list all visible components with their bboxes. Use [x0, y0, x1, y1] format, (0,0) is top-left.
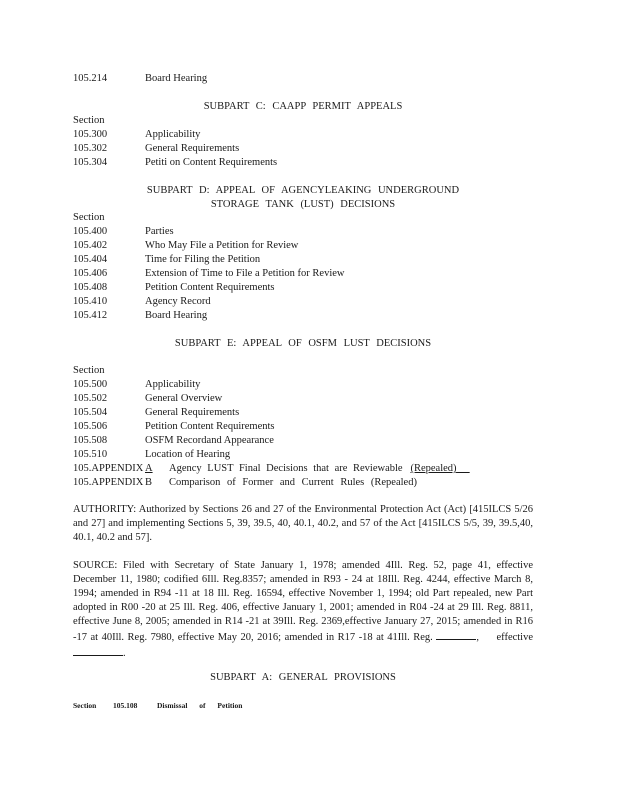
appendix-number: 105.APPENDIX — [73, 463, 144, 474]
section-label: Section — [73, 212, 105, 223]
section-title: OSFM Recordand Appearance — [145, 435, 274, 446]
subpart-c-heading: SUBPART C: CAAPP PERMIT APPEALS — [203, 101, 403, 112]
subpart-e-heading: SUBPART E: APPEAL OF OSFM LUST DECISIONS — [174, 338, 432, 349]
section-number: 105.500 — [73, 379, 108, 390]
appendix-title: Comparison of Former and Current Rules (Repealed) — [169, 477, 417, 488]
section-entry — [73, 142, 239, 156]
section-entry — [73, 392, 222, 406]
section-entry — [73, 309, 207, 323]
section-title: Petition Content Requirements — [145, 421, 275, 432]
section-title: Applicability — [145, 129, 201, 140]
section-title: Time for Filing the Petition — [145, 254, 261, 265]
appendix-entry — [73, 476, 417, 490]
section-entry — [73, 267, 345, 281]
section-entry — [73, 72, 207, 86]
section-entry — [73, 406, 239, 420]
section-entry — [73, 253, 260, 267]
blank-line — [436, 629, 476, 640]
section-number: 105.410 — [73, 296, 108, 307]
section-number: 105.400 — [73, 226, 108, 237]
source-end: . — [123, 648, 126, 659]
section-entry — [73, 225, 174, 239]
section-entry — [73, 434, 274, 448]
subpart-a-heading: SUBPART A: GENERAL PROVISIONS — [210, 672, 396, 683]
section-number: 105.510 — [73, 449, 108, 460]
appendix-title: Agency LUST Final Decisions that are Reviewable — [169, 463, 403, 474]
section-entry — [73, 128, 200, 142]
section-number: 105.302 — [73, 143, 108, 154]
section-number: 105.504 — [73, 407, 108, 418]
authority-paragraph: AUTHORITY: Authorized by Sections 26 and 27 of the Environmental Protection Act (Act) [415ILCS 5/26 and 27] and implementing Sections 5, 39, 39.5, 40, 40.1, 40.2, and 57 of the Act [415ILCS 5/5, 39, 39.5,40, 40.1, 40.2 and 57]. — [73, 504, 533, 543]
section-title: Dismissal of Petition — [157, 701, 243, 710]
section-number: 105.214 — [73, 73, 108, 84]
section-number: 105.506 — [73, 421, 108, 432]
section-number: 105.402 — [73, 240, 108, 251]
appendix-number: 105.APPENDIX — [73, 477, 144, 488]
appendix-letter: B — [145, 477, 153, 488]
section-label: Section — [73, 115, 105, 126]
section-title: Parties — [145, 226, 174, 237]
section-title: Location of Hearing — [145, 449, 231, 460]
section-title: General Requirements — [145, 407, 240, 418]
section-number: 105.304 — [73, 157, 108, 168]
section-title: Petiti on Content Requirements — [145, 157, 278, 168]
source-text: SOURCE: Filed with Secretary of State January 1, 1978; amended 4Ill. Reg. 52, page 41, effective December 11, 1980; codified 6Ill. Reg.8357; amended in R93 - 24 at 18Ill. Reg. 4244, effective March 8, 1994; amended in R94 -11 at 18 Ill. Reg. 16594, effective November 1, 1994; old Part repealed, new Part adopted in R00 -20 at 25 Ill. Reg. 406, effective January 1, 2001; amended in R04 -24 at 29 Ill. Reg. 8811, effective June 8, 2005; amended in R14 -21 at 39Ill. Reg. 2369,effective January 27, 2015; amended in R16 -17 at 40Ill. Reg. 7980, effective May 20, 2016; amended in R17 -18 at 41Ill. Reg. — [73, 560, 533, 643]
section-number: 105.412 — [73, 310, 108, 321]
section-number: 105.404 — [73, 254, 108, 265]
source-separator: , — [476, 632, 479, 643]
section-entry — [73, 239, 298, 253]
section-title: Petition Content Requirements — [145, 282, 275, 293]
section-number: 105.406 — [73, 268, 108, 279]
section-entry — [73, 448, 230, 462]
section-number: 105.108 — [113, 701, 138, 710]
section-label: Section — [73, 701, 97, 710]
appendix-letter: A — [145, 463, 153, 474]
section-number: 105.502 — [73, 393, 108, 404]
section-label: Section — [73, 365, 105, 376]
section-number: 105.300 — [73, 129, 108, 140]
section-title: Agency Record — [145, 296, 211, 307]
subpart-d-heading-line2: STORAGE TANK (LUST) DECISIONS — [210, 199, 396, 210]
section-title: Who May File a Petition for Review — [145, 240, 299, 251]
section-title: Applicability — [145, 379, 201, 390]
section-title: Board Hearing — [145, 310, 208, 321]
subpart-d-heading-line1: SUBPART D: APPEAL OF AGENCYLEAKING UNDERGROUND — [146, 185, 460, 196]
section-entry — [73, 156, 277, 170]
appendix-status: (Repealed) — [410, 463, 457, 474]
section-entry — [73, 378, 200, 392]
section-number: 105.508 — [73, 435, 108, 446]
section-title: Extension of Time to File a Petition for Review — [145, 268, 345, 279]
source-effective: effective — [496, 632, 534, 643]
section-number: 105.408 — [73, 282, 108, 293]
section-entry — [73, 281, 275, 295]
section-entry — [73, 295, 211, 309]
section-heading — [73, 699, 242, 713]
appendix-entry — [73, 462, 470, 476]
source-paragraph — [73, 559, 533, 661]
section-title: General Requirements — [145, 143, 240, 154]
section-title: General Overview — [145, 393, 223, 404]
section-title: Board Hearing — [145, 73, 208, 84]
section-entry — [73, 420, 275, 434]
blank-line — [73, 645, 123, 656]
